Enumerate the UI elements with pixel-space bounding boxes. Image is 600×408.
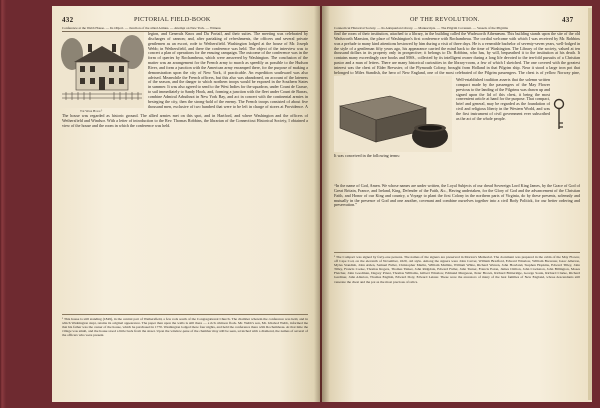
right-body-text-wrapped: Well-established tradition asserts that the solemn written compact made by the passengers of the May Flower previous to the landing of the Pilgrims was drawn up and signed upon the lid of this chest, it being the most convenient article at hand for the purpose. That compact, brief and general, may be regarded as the foundation of civil and religious liberty in the Western World, and was the first instrument of civil government ever subscribed as the act of the whole people.: [456, 78, 550, 121]
left-page-number: 432: [62, 16, 74, 24]
book-gutter: [314, 6, 330, 402]
left-footnotes: ¹ This house is still standing (1849), in the central part of Wethersfield, a few rods south of the Congregational Church. The chamber wherein the conference was held, and in which Washington slept, retains its original appearance. The paper then upon the walls is still there — a rich crimson flock. Mr. Webb's son, Mr. Ichabod Webb, informed me that his father was the owner of the house, which he purchased in 1770. Washington lodged there four nights, and held the conference there with Rochambeau. At that time the village was small, and the house stood a little back from the street. Upon the window-pane of the chamber may still be seen, scratched with a diamond, the names of several of the officers who were present.: [62, 314, 308, 397]
webb-house-engraving: [60, 32, 144, 108]
open-book: [52, 6, 592, 402]
left-body-text-wrapped: legion, and Generals Knox and Du Portail, and their suites. The meeting was celebrated by discharges of cannon; and, after partaking of refreshments, the officers and several private gentlemen as an escort, rode to Wethersfield. Washington lodged at the house of Mr. Joseph Webb; in Wethersfield, and there the conference was held. The object of the interview was to concert a plan of operations for the ensuing campaign. The outcome of the conference was in the form of queries by Rochambeau, which were answered by Washington. The conclusion of the matter was an arrangement for the French army to march as speedily as possible to the Hudson River, and form a junction with the American army encamped there, for the purpose of making a demonstration upon the city of New York, if practicable. An expedition southward was also advised. Meanwhile the French officers, but this also was abandoned, on account of the lateness of the season, and the danger to which northern troops would be exposed in the Southern States in summer. It was also agreed to send to the West Indies for the squadron, under Count de Grasse, to sail immediately to Sandy Hook, and, forming a junction with the fleet under Count de Barras, combine Admiral Arbuthnot in New York Bay, and act in concert with the continental armies in besieging the city, then the strong-hold of the enemy. The French troops consisted of about five thousand men, exclusive of two hundred that were to be left in charge of stores at Providence. A: [148, 32, 308, 109]
left-body-text-continued: The house was regarded as historic ground. The allied armies met on this spot, and in Hartford, and where Washington and the officers of Wethersfield and Windsor. With a letter of introduction to the Rev. Thomas Robbins, the librarian of the Connecticut Historical Society, I obtained a view of the house and the room in which the conference was held.: [62, 114, 308, 128]
left-topics-line: Conference at the Webb House. — Its Object. — Junction of the allied Armies. — Attempt on New York. — Witness: [62, 26, 308, 32]
right-body-text-intro: It was conceived in the following terms:: [334, 154, 400, 158]
right-topics-line: Connecticut Historical Society. — Its Antiquarian Library. — Manuscripts. — The Pilgrim Covenant. — Vessels of the Pilgrims: [334, 26, 580, 32]
left-page: [52, 6, 320, 402]
right-fore-edge: [588, 8, 592, 400]
right-page-number: 437: [562, 16, 574, 24]
brewster-chest-and-pot-engraving: [334, 76, 452, 152]
webb-house-caption: The Webb House.¹: [80, 109, 103, 113]
left-running-title: PICTORIAL FIELD-BOOK: [134, 16, 211, 23]
right-running-title: OF THE REVOLUTION.: [410, 16, 480, 23]
key-icon: [552, 98, 566, 132]
right-body-text-top: find the room of their institution, attached to a library, in the building called the Wadsworth Athenæum. This building stands upon the site of the old Wadsworth Mansion, the place of Washington's first conference with Rochambeau. The cordial welcome with which I was received by Mr. Robbins was a prelude to many kind attentions bestowed by him during a visit of three days. He is a venerable bachelor of seventy-seven years, well-lodged in the style of a gentleman fifty years ago, his appearance carried the mind back to the time of Washington. The Library of the society, valued at ten thousand dollars in its property only in prospective; it belongs to Dr. Robbins, who has, by will, bequeathed it to the institution at his death. It contains many exceedingly rare books and MSS., collected by its intelligent owner during a long life devoted to the ten-fold pursuits of a Christian pastor and a man of letters. There are many historical curiosities in the library-room, a few of which I sketched. The one covered with the greatest interest was the chest of Elder Brewster, of the Plymouth Colony, brought from Holland in that Pilgrim ship. Near it stood a large iron pot that belonged to Miles Standish, the hero of New England, one of the most celebrated of the Pilgrim passengers. The chest is of yellow Norway pine,: [334, 32, 580, 75]
right-footnotes: ¹ The Compact was signed by forty-one persons. The names of the signers are preserved in Morton's Memorial. The document was prepared in the cabin of the May Flower, off Cape Cod, on the eleventh of November, 1620, old style. Among the signers were John Carver, William Bradford, Edward Winslow, William Brewster, Isaac Allerton, Myles Standish, John Alden, Samuel Fuller, Christopher Martin, William Mullins, William White, Richard Warren, John Howland, Stephen Hopkins, Edward Tilley, John Tilley, Francis Cooke, Thomas Rogers, Thomas Tinker, John Ridgdale, Edward Fuller, John Turner, Francis Eaton, James Chilton, John Crackston, John Billington, Moses Fletcher, John Goodman, Degory Priest, Thomas Williams, Gilbert Winslow, Edmund Margeson, Peter Brown, Richard Britteridge, George Soule, Richard Clarke, Richard Gardiner, John Allerton, Thomas English, Edward Doty, Edward Leister. These were the ancestors of many of the best families of New England, whose descendants still venerate the chest and the pot as the most precious of relics.: [334, 252, 580, 397]
right-page: [322, 6, 592, 402]
pilgrim-covenant-quote: “In the name of God, Amen. We whose names are under written, the Loyal Subjects of our dread Sovereign Lord King James, by the Grace of God of Great Britain, France, and Ireland, King, Defender of the Faith, &c., Having undertaken, for the Glory of God and the advancement of the Christian Faith, and Honor of our King and country, a Voyage to plant the first Colony in the northern parts of Virginia, do by these presents, solemnly and mutually in the presence of God and one another, covenant and combine ourselves together into a civil Body Politick, for our better ordering and preservation.”: [334, 184, 580, 208]
